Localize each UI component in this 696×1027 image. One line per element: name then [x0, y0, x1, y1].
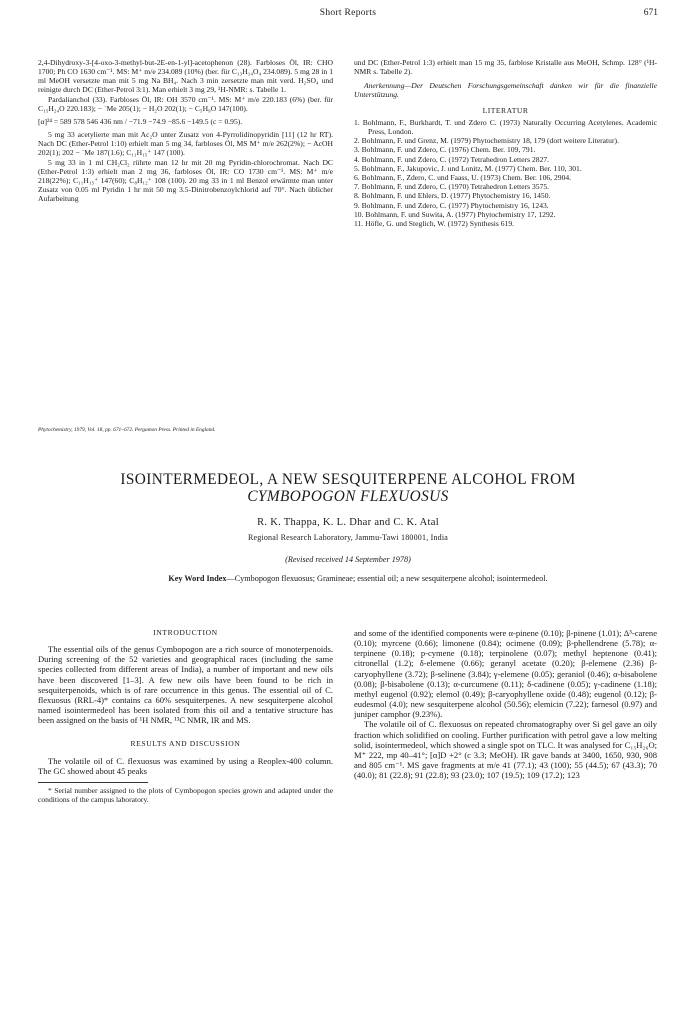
bottom-right-column: [354, 628, 657, 780]
optical-rotation: [α]²⁴ = 589 578 546 436 nm / −71.9 −74.9 −85.6 −149.5 (c = 0.95).: [38, 116, 243, 126]
acknowledgement: Anerkennung—Der Deutschen Forschungsgemeinschaft danken wir für die finanzielle Unterstützung.: [354, 81, 657, 100]
results-text: The volatile oil of C. flexuosus was examined by using a Reoplex-400 column. The GC showed about 45 peaks: [38, 755, 333, 776]
journal-footer: Phytochemistry, 1979, Vol. 18, pp. 671–672. Pergamon Press. Printed in England.: [38, 427, 216, 433]
reference-item: 6. Bohlmann, F., Zdero, C. und Faass, U. (1973) Chem. Ber. 106, 2904.: [354, 173, 572, 182]
paragraph-oxidation: 5 mg 33 in 1 ml CH₂Cl₂ rührte man 12 hr mit 20 mg Pyridin-chlorochromat. Nach DC (Ether-Petrol 1:3) erhielt man 2 mg 36, farbloses Öl, IR: CO 1730 cm⁻¹. MS: M⁺ m/e 218(22%); C₁₁H₁₅⁺ 147(60); C₈H₁₂⁺ 108 (100). 20 mg 33 in 1 ml Benzol erwärmte man unter Zusatz von 0.05 ml Pyridin 1 hr mit 50 mg 3.5-Dinitrobenzoylchlorid auf 70°. Nach üblicher Aufarbeitung: [38, 157, 333, 204]
authors: R. K. Thappa, K. L. Dhar and C. K. Atal: [257, 517, 439, 528]
paragraph-compound-28: 2,4-Dihydroxy-3-[4-oxo-3-methyl-but-2E-en-1-yl]-acetophenon (28). Farbloses Öl, IR: CHO 1700; Ph CO 1630 cm⁻¹. MS: M⁺ m/e 234.089 (10%) (ber. für C₁₃H₁₄O₄ 234.089). 5 mg 28 in 1 ml MeOH versetzte man mit 5 mg Na BH₄. Nach 3 min zersetzte man mit verd. H₂SO₄ und reinigte durch DC (Ether-Petrol 3:1). Man erhielt 3 mg 29, ¹H-NMR: s. Tabelle 1.: [38, 58, 333, 95]
keywords-text: —Cymbopogon flexuosus; Gramineae; essential oil; a new sesquiterpene alcohol; isointermedeol.: [226, 574, 548, 583]
reference-item: 8. Bohlmann, F. und Ehlers, D. (1977) Phytochemistry 16, 1450.: [354, 191, 551, 201]
introduction-text: The essential oils of the genus Cymbopogon are a rich source of monoterpenoids. During screening of the 52 varieties and geographical races (including the same species collected from different areas of India), a number of important and new oils have been discovered [1–3]. A few new oils have been found to be rich in sesquiterpenoids, which is of rare occurrence in this genus. The essential oil of C. flexuosus (RRL-4)* contains ca 60% sesquiterpenes. A new sesquiterpene alcohol named isointermedeol has been isolated from this oil and a tentative structure has been assigned on the basis of ¹H NMR, ¹³C NMR, IR and MS.: [38, 644, 333, 726]
introduction-heading: INTRODUCTION: [153, 628, 218, 637]
reference-item: 7. Bohlmann, F. und Zdero, C. (1970) Tetrahedron Letters 3575.: [354, 182, 550, 192]
article-title-line1: ISOINTERMEDEOL, A NEW SESQUITERPENE ALCOHOL FROM: [120, 471, 576, 488]
footnote-rule: [38, 782, 148, 783]
reference-item: 10. Bohlmann, F. und Suwita, A. (1977) Phytochemistry 17, 1292.: [354, 209, 556, 219]
reference-item: 5. Bohlmann, F., Jakupovic, J. und Lonitz, M. (1977) Chem. Ber. 110, 301.: [354, 163, 582, 173]
reference-item: 9. Bohlmann, F. und Zdero, C. (1977) Phytochemistry 16, 1243.: [354, 200, 549, 210]
running-header: Short Reports: [319, 8, 377, 18]
literature-heading: LITERATUR: [482, 105, 529, 115]
reference-item: 4. Bohlmann, F. und Zdero, C. (1972) Tetrahedron Letters 2827.: [354, 154, 550, 164]
reference-item: 3. Bohlmann, F. und Zdero, C. (1976) Chem. Ber. 109, 791.: [354, 145, 536, 155]
reference-item: 1. Bohlmann, F., Burkhardt, T. und Zdero C. (1973) Naturally Occurring Acetylenes. Academic Press, London.: [354, 117, 657, 136]
paragraph-pardalianchol: Pardalianchol (33). Farbloses Öl, IR: OH 3570 cm⁻¹. MS: M⁺ m/e 220.183 (6%) (ber. für C₁₅H₂₄O 220.183); − ˙Me 205(1); − H₂O 202(1); − C₅H₉O 147(100).: [38, 94, 333, 113]
results-heading: RESULTS AND DISCUSSION: [130, 739, 241, 749]
keywords: [88, 574, 628, 583]
isolation-paragraph: The volatile oil of C. flexuosus on repeated chromatography over Si gel gave an oily fraction which solidified on cooling. Further purification with petrol gave a low melting solid, isointermedeol, which showed a single spot on TLC. It was analysed for C₁₅H₂₆O; M⁺ 222, mp 40–41°; [α]D +2° (c 3.3; MeOH). IR gave bands at 3400, 1650, 930, 908 and 805 cm⁻¹. MS gave fragments at m/e 41 (77.1); 43 (100); 55 (44.5); 67 (43.3); 70 (40.0); 81 (22.8); 91 (22.8); 93 (23.0); 107 (19.5); 109 (17.2); 123: [354, 719, 657, 781]
reference-list: [354, 118, 657, 228]
footnote: * Serial number assigned to the plots of Cymbopogon species grown and adapted under the conditions of the campus laboratory.: [38, 785, 333, 804]
affiliation: Regional Research Laboratory, Jammu-Tawi 180001, India: [247, 533, 449, 542]
bottom-left-column: [38, 628, 333, 804]
article-title-line2: CYMBOPOGON FLEXUOSUS: [247, 488, 449, 505]
received-date: (Revised received 14 September 1978): [285, 555, 411, 564]
reference-item: 2. Bohlmann, F. und Grenz, M. (1979) Phytochemistry 18, 179 (dort weitere Literatur).: [354, 136, 619, 146]
reference-item: 11. Höfle, G. und Steglich, W. (1972) Synthesis 619.: [354, 219, 515, 229]
paragraph-acetylation: 5 mg 33 acetylierte man mit Ac₂O unter Zusatz von 4-Pyrrolidinopyridin [11] (12 hr RT). Nach DC (Ether-Petrol 1:10) erhielt man 5 mg 34, farbloses Öl, MS M⁺ m/e 262(2%); − AcOH 202(1); 202 − ˙Me 187(1.6); C₁₁H₁₅⁺ 147 (100).: [38, 130, 333, 158]
keywords-label: Key Word Index: [168, 574, 227, 583]
page-number: 671: [643, 8, 658, 18]
top-right-column: [354, 58, 657, 228]
top-left-column: [38, 58, 333, 203]
article-title-line2-wrap: [0, 488, 696, 505]
components-paragraph: and some of the identified components were α-pinene (0.10); β-pinene (1.01); Δ³-carene (0.10); myrcene (0.66); limonene (0.84); ocimene (0.09); β-phellendrene (5.78); α-terpinene (0.18); p-cymene (0.18); terpinolene (0.07); methyl heptenone (0.41); citronellal (1.2); δ-elemene (0.66); geranyl acetate (0.20); β-elemene (2.36) β-caryophyllene (3.72); β-selinene (3.84); γ-elemene (0.05); geraniol (0.46); α-bisabolene (0.08); β-bisabolene (0.13); α-curcumene (0.11); δ-cadinene (0.05); γ-cadinene (1.18); methyl eugenol (0.92); elemol (0.49); β-caryophyllene oxide (0.48); eugenol (0.12); β-eudesmol (4.0); new sesquiterpene alcohol (50.56); elemicin (7.22); farnesol (0.97) and juniper camphor (9.23%).: [354, 628, 657, 720]
paragraph-continuation: und DC (Ether-Petrol 1:3) erhielt man 15 mg 35, farblose Kristalle aus MeOH, Schmp. 128° (¹H-NMR s. Tabelle 2).: [354, 58, 657, 77]
